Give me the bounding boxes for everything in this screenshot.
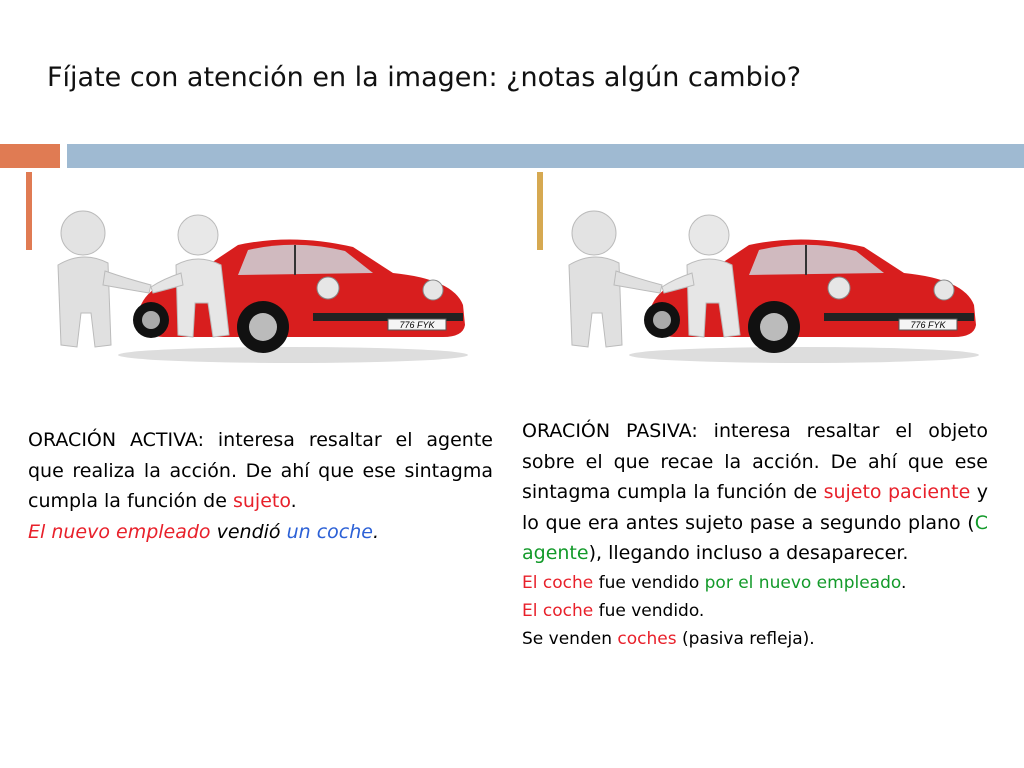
active-explanation [28,425,493,517]
period: . [372,520,380,543]
header-accent-blue [67,144,1024,168]
passive-explanation-cont: y lo que era antes sujeto pase a segundo plano ( [522,481,988,534]
passive-example-1 [522,569,988,597]
passive-example-3 [522,625,988,653]
plate-text: 776 FYK [910,320,946,330]
period: . [290,490,297,512]
active-example [28,517,493,548]
header-accent-orange [0,144,60,168]
handshake-car-image [33,195,473,370]
passive-explanation-end: ), llegando incluso a desaparecer. [588,542,909,564]
example-note: (pasiva refleja). [676,628,815,649]
example-agent: por el nuevo empleado [704,572,901,593]
period: . [901,572,907,593]
right-accent-bar [537,172,543,250]
illustration-right [544,195,984,370]
example-subject: coches [617,628,677,649]
example-verb: fue vendido [593,572,705,593]
active-sentence-text [28,425,493,547]
example-subject: El coche [522,600,594,621]
active-example-object: un coche [286,520,373,543]
example-verb: Se venden [522,628,618,649]
plate-text: 776 FYK [399,320,435,330]
active-example-subject: El nuevo empleado [28,520,211,543]
passive-explanation-text: ORACIÓN PASIVA: interesa resaltar el objeto sobre el que recae la acción. De ahí que ese sintagma cumpla la función de [522,420,988,503]
slide-title: Fíjate con atención en la imagen: ¿notas algún cambio? [47,62,802,93]
left-accent-bar [26,172,32,250]
passive-sentence-text [522,416,988,653]
illustration-left [33,195,473,370]
handshake-car-image [544,195,984,370]
passive-example-2 [522,597,988,625]
active-explanation-text: ORACIÓN ACTIVA: interesa resaltar el agente que realiza la acción. De ahí que ese sintagma cumpla la función de [28,429,493,512]
active-example-verb: vendió [210,520,287,543]
patient-subject-term: sujeto paciente [823,481,971,503]
example-verb: fue vendido. [593,600,705,621]
example-subject: El coche [522,572,594,593]
passive-explanation [522,416,988,569]
subject-term: sujeto [232,490,291,512]
agent-complement-term: C agente [522,511,988,564]
